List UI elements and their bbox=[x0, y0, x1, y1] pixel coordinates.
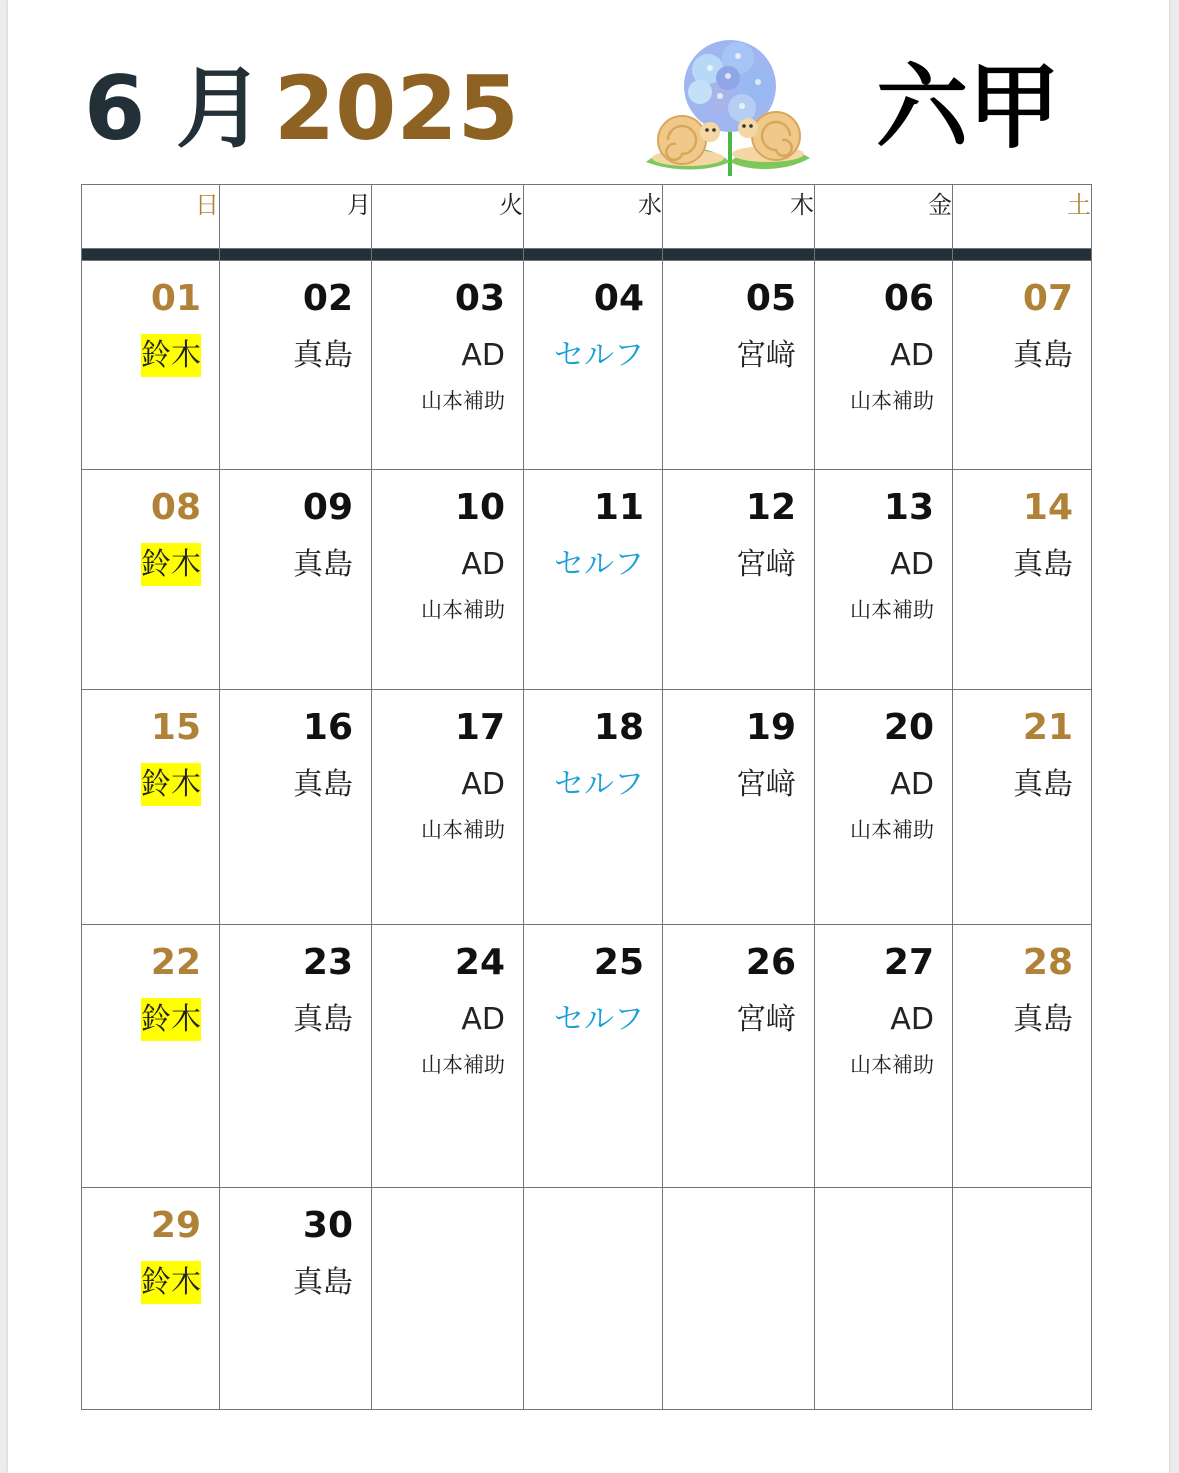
day-cell bbox=[815, 925, 953, 1188]
day-cell bbox=[372, 470, 524, 690]
day-cell bbox=[953, 690, 1092, 925]
day-number: 13 bbox=[883, 487, 934, 528]
assignee-label: AD bbox=[461, 547, 505, 582]
day-cell bbox=[82, 261, 220, 470]
hydrangea-snails-icon bbox=[638, 34, 818, 180]
assignee-label: 真島 bbox=[1013, 1002, 1073, 1037]
day-cell bbox=[815, 1188, 953, 1410]
weekday-thu: 木 bbox=[663, 185, 815, 249]
week-row bbox=[82, 925, 1092, 1188]
day-cell bbox=[220, 470, 372, 690]
day-cell bbox=[663, 690, 815, 925]
assistant-label: 山本補助 bbox=[421, 598, 505, 622]
day-number: 16 bbox=[302, 707, 353, 748]
day-cell bbox=[524, 925, 663, 1188]
day-cell bbox=[372, 1188, 524, 1410]
day-cell bbox=[220, 261, 372, 470]
weekday-wed: 水 bbox=[524, 185, 663, 249]
title-year: 2025 bbox=[273, 57, 519, 160]
assignee-label: AD bbox=[461, 767, 505, 802]
assignee-label: AD bbox=[461, 338, 505, 373]
assistant-label: 山本補助 bbox=[850, 598, 934, 622]
assignee-label bbox=[82, 546, 219, 584]
calendar-title bbox=[84, 54, 519, 164]
calendar-table bbox=[81, 184, 1092, 1410]
highlighted-assignee: 鈴木 bbox=[141, 1261, 201, 1304]
day-number: 30 bbox=[302, 1205, 353, 1246]
day-number: 21 bbox=[1022, 707, 1073, 748]
day-cell bbox=[524, 470, 663, 690]
assignee-label: 宮﨑 bbox=[736, 547, 796, 582]
day-number: 01 bbox=[150, 278, 201, 319]
day-number: 17 bbox=[454, 707, 505, 748]
assistant-label: 山本補助 bbox=[850, 1053, 934, 1077]
assignee-label: AD bbox=[890, 547, 934, 582]
day-number: 11 bbox=[593, 487, 644, 528]
day-number: 19 bbox=[745, 707, 796, 748]
assistant-label: 山本補助 bbox=[421, 1053, 505, 1077]
day-number: 22 bbox=[150, 942, 201, 983]
highlighted-assignee: 鈴木 bbox=[141, 543, 201, 586]
highlighted-assignee: 鈴木 bbox=[141, 334, 201, 377]
day-number: 09 bbox=[302, 487, 353, 528]
day-cell bbox=[82, 925, 220, 1188]
assignee-label: 真島 bbox=[1013, 547, 1073, 582]
assignee-label: 真島 bbox=[293, 1265, 353, 1300]
assignee-label bbox=[82, 1001, 219, 1039]
day-number: 03 bbox=[454, 278, 505, 319]
assignee-label: 宮﨑 bbox=[736, 767, 796, 802]
week-row bbox=[82, 261, 1092, 470]
day-cell bbox=[82, 690, 220, 925]
day-cell bbox=[953, 925, 1092, 1188]
assignee-label: 真島 bbox=[293, 547, 353, 582]
day-number: 05 bbox=[745, 278, 796, 319]
day-number: 18 bbox=[593, 707, 644, 748]
day-cell bbox=[663, 1188, 815, 1410]
assignee-label: AD bbox=[890, 338, 934, 373]
assignee-label: 真島 bbox=[1013, 338, 1073, 373]
weekday-tue: 火 bbox=[372, 185, 524, 249]
day-number: 25 bbox=[593, 942, 644, 983]
day-cell bbox=[663, 470, 815, 690]
day-number: 12 bbox=[745, 487, 796, 528]
week-row bbox=[82, 470, 1092, 690]
day-cell bbox=[82, 1188, 220, 1410]
day-number: 14 bbox=[1022, 487, 1073, 528]
assignee-label bbox=[82, 766, 219, 804]
day-cell bbox=[524, 690, 663, 925]
header-divider bbox=[82, 249, 1092, 261]
week-row bbox=[82, 690, 1092, 925]
assignee-label: 真島 bbox=[293, 338, 353, 373]
day-cell bbox=[953, 470, 1092, 690]
day-cell bbox=[220, 690, 372, 925]
weekday-sat: 土 bbox=[953, 185, 1092, 249]
assistant-label: 山本補助 bbox=[421, 389, 505, 413]
assignee-label: AD bbox=[890, 1002, 934, 1037]
highlighted-assignee: 鈴木 bbox=[141, 998, 201, 1041]
assignee-label: 宮﨑 bbox=[736, 338, 796, 373]
day-number: 10 bbox=[454, 487, 505, 528]
day-cell bbox=[815, 690, 953, 925]
day-number: 24 bbox=[454, 942, 505, 983]
weekday-mon: 月 bbox=[220, 185, 372, 249]
assignee-label: セルフ bbox=[554, 1002, 644, 1037]
assignee-label: セルフ bbox=[554, 767, 644, 802]
day-number: 15 bbox=[150, 707, 201, 748]
day-number: 20 bbox=[883, 707, 934, 748]
day-cell bbox=[372, 690, 524, 925]
assignee-label bbox=[82, 337, 219, 375]
assistant-label: 山本補助 bbox=[850, 818, 934, 842]
assignee-label: セルフ bbox=[554, 547, 644, 582]
assignee-label: 宮﨑 bbox=[736, 1002, 796, 1037]
day-number: 27 bbox=[883, 942, 934, 983]
day-cell bbox=[815, 470, 953, 690]
assignee-label: AD bbox=[890, 767, 934, 802]
day-number: 07 bbox=[1022, 278, 1073, 319]
location-title: 六甲 bbox=[876, 54, 1061, 161]
assignee-label: AD bbox=[461, 1002, 505, 1037]
highlighted-assignee: 鈴木 bbox=[141, 763, 201, 806]
calendar-page bbox=[8, 0, 1169, 1473]
day-cell bbox=[524, 1188, 663, 1410]
day-cell bbox=[82, 470, 220, 690]
assignee-label bbox=[82, 1264, 219, 1302]
day-number: 02 bbox=[302, 278, 353, 319]
assignee-label: 真島 bbox=[293, 1002, 353, 1037]
day-cell bbox=[220, 925, 372, 1188]
assistant-label: 山本補助 bbox=[850, 389, 934, 413]
day-cell bbox=[524, 261, 663, 470]
day-cell bbox=[220, 1188, 372, 1410]
title-month: 6 月 bbox=[84, 57, 264, 160]
assignee-label: セルフ bbox=[554, 338, 644, 373]
day-cell bbox=[953, 1188, 1092, 1410]
day-cell bbox=[663, 925, 815, 1188]
day-number: 28 bbox=[1022, 942, 1073, 983]
day-cell bbox=[372, 261, 524, 470]
day-cell bbox=[372, 925, 524, 1188]
day-cell bbox=[815, 261, 953, 470]
day-number: 29 bbox=[150, 1205, 201, 1246]
calendar-grid bbox=[81, 184, 1091, 1413]
weekday-sun: 日 bbox=[82, 185, 220, 249]
assignee-label: 真島 bbox=[1013, 767, 1073, 802]
day-cell bbox=[663, 261, 815, 470]
weekday-fri: 金 bbox=[815, 185, 953, 249]
day-number: 04 bbox=[593, 278, 644, 319]
weekday-header-row bbox=[82, 185, 1092, 249]
day-cell bbox=[953, 261, 1092, 470]
assistant-label: 山本補助 bbox=[421, 818, 505, 842]
day-number: 23 bbox=[302, 942, 353, 983]
day-number: 26 bbox=[745, 942, 796, 983]
day-number: 06 bbox=[883, 278, 934, 319]
assignee-label: 真島 bbox=[293, 767, 353, 802]
day-number: 08 bbox=[150, 487, 201, 528]
week-row bbox=[82, 1188, 1092, 1410]
